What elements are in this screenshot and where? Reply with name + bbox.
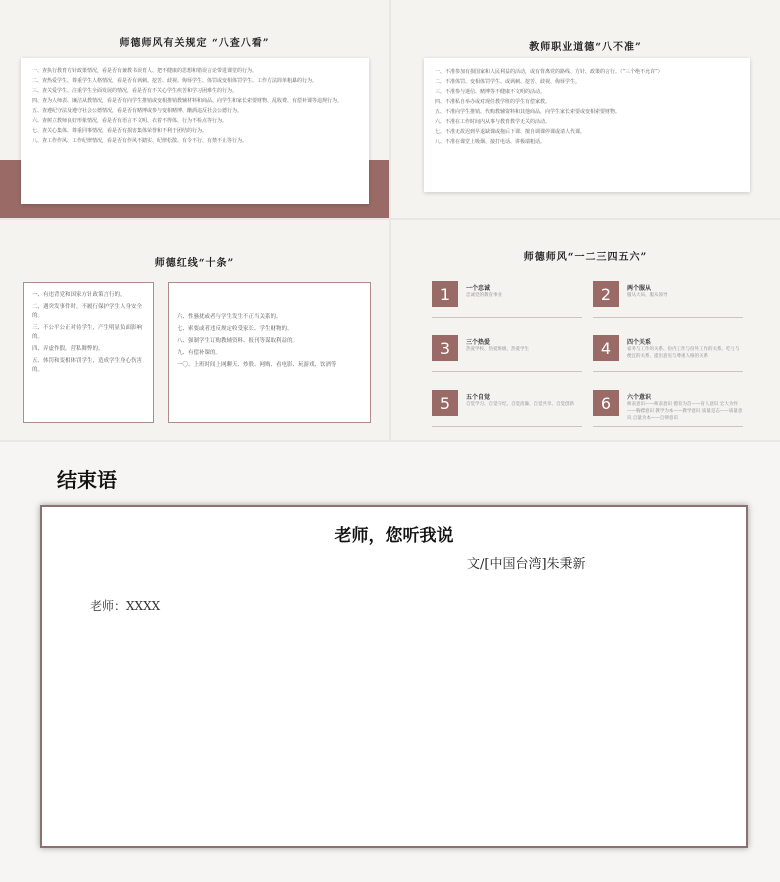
list-item: 七、查关心集体、尊重同事情况，看是否有损害集体荣誉和不利于团结的行为。 xyxy=(32,128,208,134)
principle-item xyxy=(593,390,743,430)
principle-item xyxy=(593,335,743,375)
list-item: 八、强制学生订购教辅资料、报刊等谋取利益的。 xyxy=(177,338,299,344)
slide-title: 师德师风有关规定 “八查八看” xyxy=(119,38,270,49)
list-item: 二、遇突发事件时，不履行保护学生人身安全的。 xyxy=(32,304,143,319)
principle-heading: 两个服从 xyxy=(627,285,652,292)
list-item: 八、查工作作风、工作纪律情况，看是否有作风不踏实、纪律松散、有令不行、有禁不止等行为。 xyxy=(32,138,248,144)
list-item: 六、不准在工作时间内从事与教育教学无关的活动。 xyxy=(435,119,551,125)
poem-frame xyxy=(40,505,748,848)
slide-title: 师德师风“一二三四五六” xyxy=(523,252,648,263)
list-item: 二、查热爱学生、尊重学生人格情况，看是否有讽刺、挖苦、歧视、侮辱学生、体罚或变相体罚学生、工作方法简单粗暴的行为。 xyxy=(32,78,318,84)
poem-title: 老师，您听我说 xyxy=(334,526,454,546)
principle-desc: 自觉学习、自觉守纪、自觉清廉、自觉共享、自觉创新 xyxy=(466,402,574,407)
red-lines-left-box xyxy=(23,282,154,423)
list-item: 八、不准在课堂上吸烟、接打电话、讲极端粗话。 xyxy=(435,139,546,145)
list-item: 一、有违背党和国家方针政策言行的。 xyxy=(32,292,126,298)
closing-heading: 结束语 xyxy=(57,468,117,492)
poem-author: 文/[中国台湾]朱秉新 xyxy=(467,557,586,572)
list-item: 二、不准体罚、变相体罚学生、或讽刺、挖苦、歧视、侮辱学生。 xyxy=(435,79,581,85)
principle-heading: 三个热爱 xyxy=(466,339,491,346)
list-item: 一、不准参加有损国家和人民利益的活动，或有背离党的路线、方针、政策的言行。（“三个绝不允许”） xyxy=(435,69,663,75)
principle-item xyxy=(593,281,743,321)
list-item: 五、不准向学生推销、代购教辅资料和其他商品，向学生家长索要或变相索要财物。 xyxy=(435,109,621,115)
principle-heading: 五个自觉 xyxy=(466,394,491,401)
list-item: 五、体罚和变相体罚学生，造成学生身心伤害的。 xyxy=(32,358,143,373)
list-item: 一、查执行教育方针政策情况，看是否有兼教书误育人、把不健康的思想和错误言论带进课堂的行为。 xyxy=(32,68,258,74)
principle-desc: 热爱学校、热爱班级、热爱学生 xyxy=(466,347,529,352)
principle-desc: 师表意识——师表意识 德育为首——育人意识 宏大为怀——胸襟意识 教学为本——教学意识 质量是志——质量意识 自量为本——自律意识 xyxy=(627,402,743,421)
list-item: 六、查树立教师良好形象情况，看是否有语言不文明、衣着不得体、行为不检点等行为。 xyxy=(32,118,228,124)
list-item: 三、不准参与迷信、赌博等不健康不文明的活动。 xyxy=(435,89,546,95)
number-badge: 4 xyxy=(593,335,619,361)
list-item: 一〇、上班时间上网聊天、炒股、网购、看电影、玩游戏、饮酒等 xyxy=(177,362,337,368)
content-card xyxy=(424,58,750,192)
slide-title: 师德红线“十条” xyxy=(154,258,235,269)
principle-desc: 服从大局、服从领导 xyxy=(627,293,668,298)
slide-one-to-six[interactable] xyxy=(391,220,780,440)
list-item: 五、查遵纪守法及遵守社会公德情况，看是否有赌博或参与变相赌博、酗酒违反社会公德行为。 xyxy=(32,108,243,114)
number-badge: 5 xyxy=(432,390,458,416)
teacher-line: 老师：XXXX xyxy=(90,599,161,613)
content-card xyxy=(21,58,369,204)
divider xyxy=(432,426,582,427)
slide-eight-checks[interactable] xyxy=(0,0,389,218)
divider xyxy=(593,371,743,372)
list-item: 七、不准无故迟到早退缺课或拖后下课、擅自调课停课或请人代课。 xyxy=(435,129,586,135)
principle-item xyxy=(432,281,582,321)
principle-item xyxy=(432,335,582,375)
principle-heading: 一个忠诚 xyxy=(466,285,491,292)
list-item: 四、查为人师表、廉洁从教情况，看是否有向学生推销或变相推销教辅材料和商品、向学生和家长索要财物、乱收费、有偿补课等违规行为。 xyxy=(32,98,343,104)
divider xyxy=(593,426,743,427)
principle-item xyxy=(432,390,582,430)
principle-desc: 忠诚党的教育事业 xyxy=(466,293,502,298)
number-badge: 6 xyxy=(593,390,619,416)
list-item: 四、不准私自举办或对现任教学班的学生有偿家教。 xyxy=(435,99,551,105)
divider xyxy=(593,317,743,318)
list-item: 七、索要或者违反规定收受家长、学生财物的。 xyxy=(177,326,293,332)
number-badge: 3 xyxy=(432,335,458,361)
slide-eight-prohibitions[interactable] xyxy=(391,0,780,218)
list-item: 三、查关爱学生、注重学生全面发展的情况，看是否有不关心学生疾苦和学习困难生的行为。 xyxy=(32,88,238,94)
number-badge: 2 xyxy=(593,281,619,307)
slide-ten-red-lines[interactable] xyxy=(0,220,389,440)
principle-desc: 家务与工作的关系、份内工作与份外工作的关系、吃亏与便宜的关系、提出意见与尊重人格的关系 xyxy=(627,347,740,359)
divider xyxy=(432,317,582,318)
list-item: 六、性骚扰或者与学生发生不正当关系的。 xyxy=(177,314,282,320)
red-lines-right-box xyxy=(168,282,371,423)
list-item: 三、不公平公正对待学生，产生明显负面影响的。 xyxy=(32,325,143,340)
list-item: 九、有偿补课的。 xyxy=(177,350,222,356)
principle-heading: 四个关系 xyxy=(627,339,652,346)
principle-heading: 六个意识 xyxy=(627,394,652,401)
slide-title: 教师职业道德“八不准” xyxy=(529,42,642,53)
number-badge: 1 xyxy=(432,281,458,307)
slide-closing[interactable] xyxy=(0,442,780,882)
list-item: 四、弄虚作假，营私舞弊的。 xyxy=(32,346,104,352)
divider xyxy=(432,371,582,372)
